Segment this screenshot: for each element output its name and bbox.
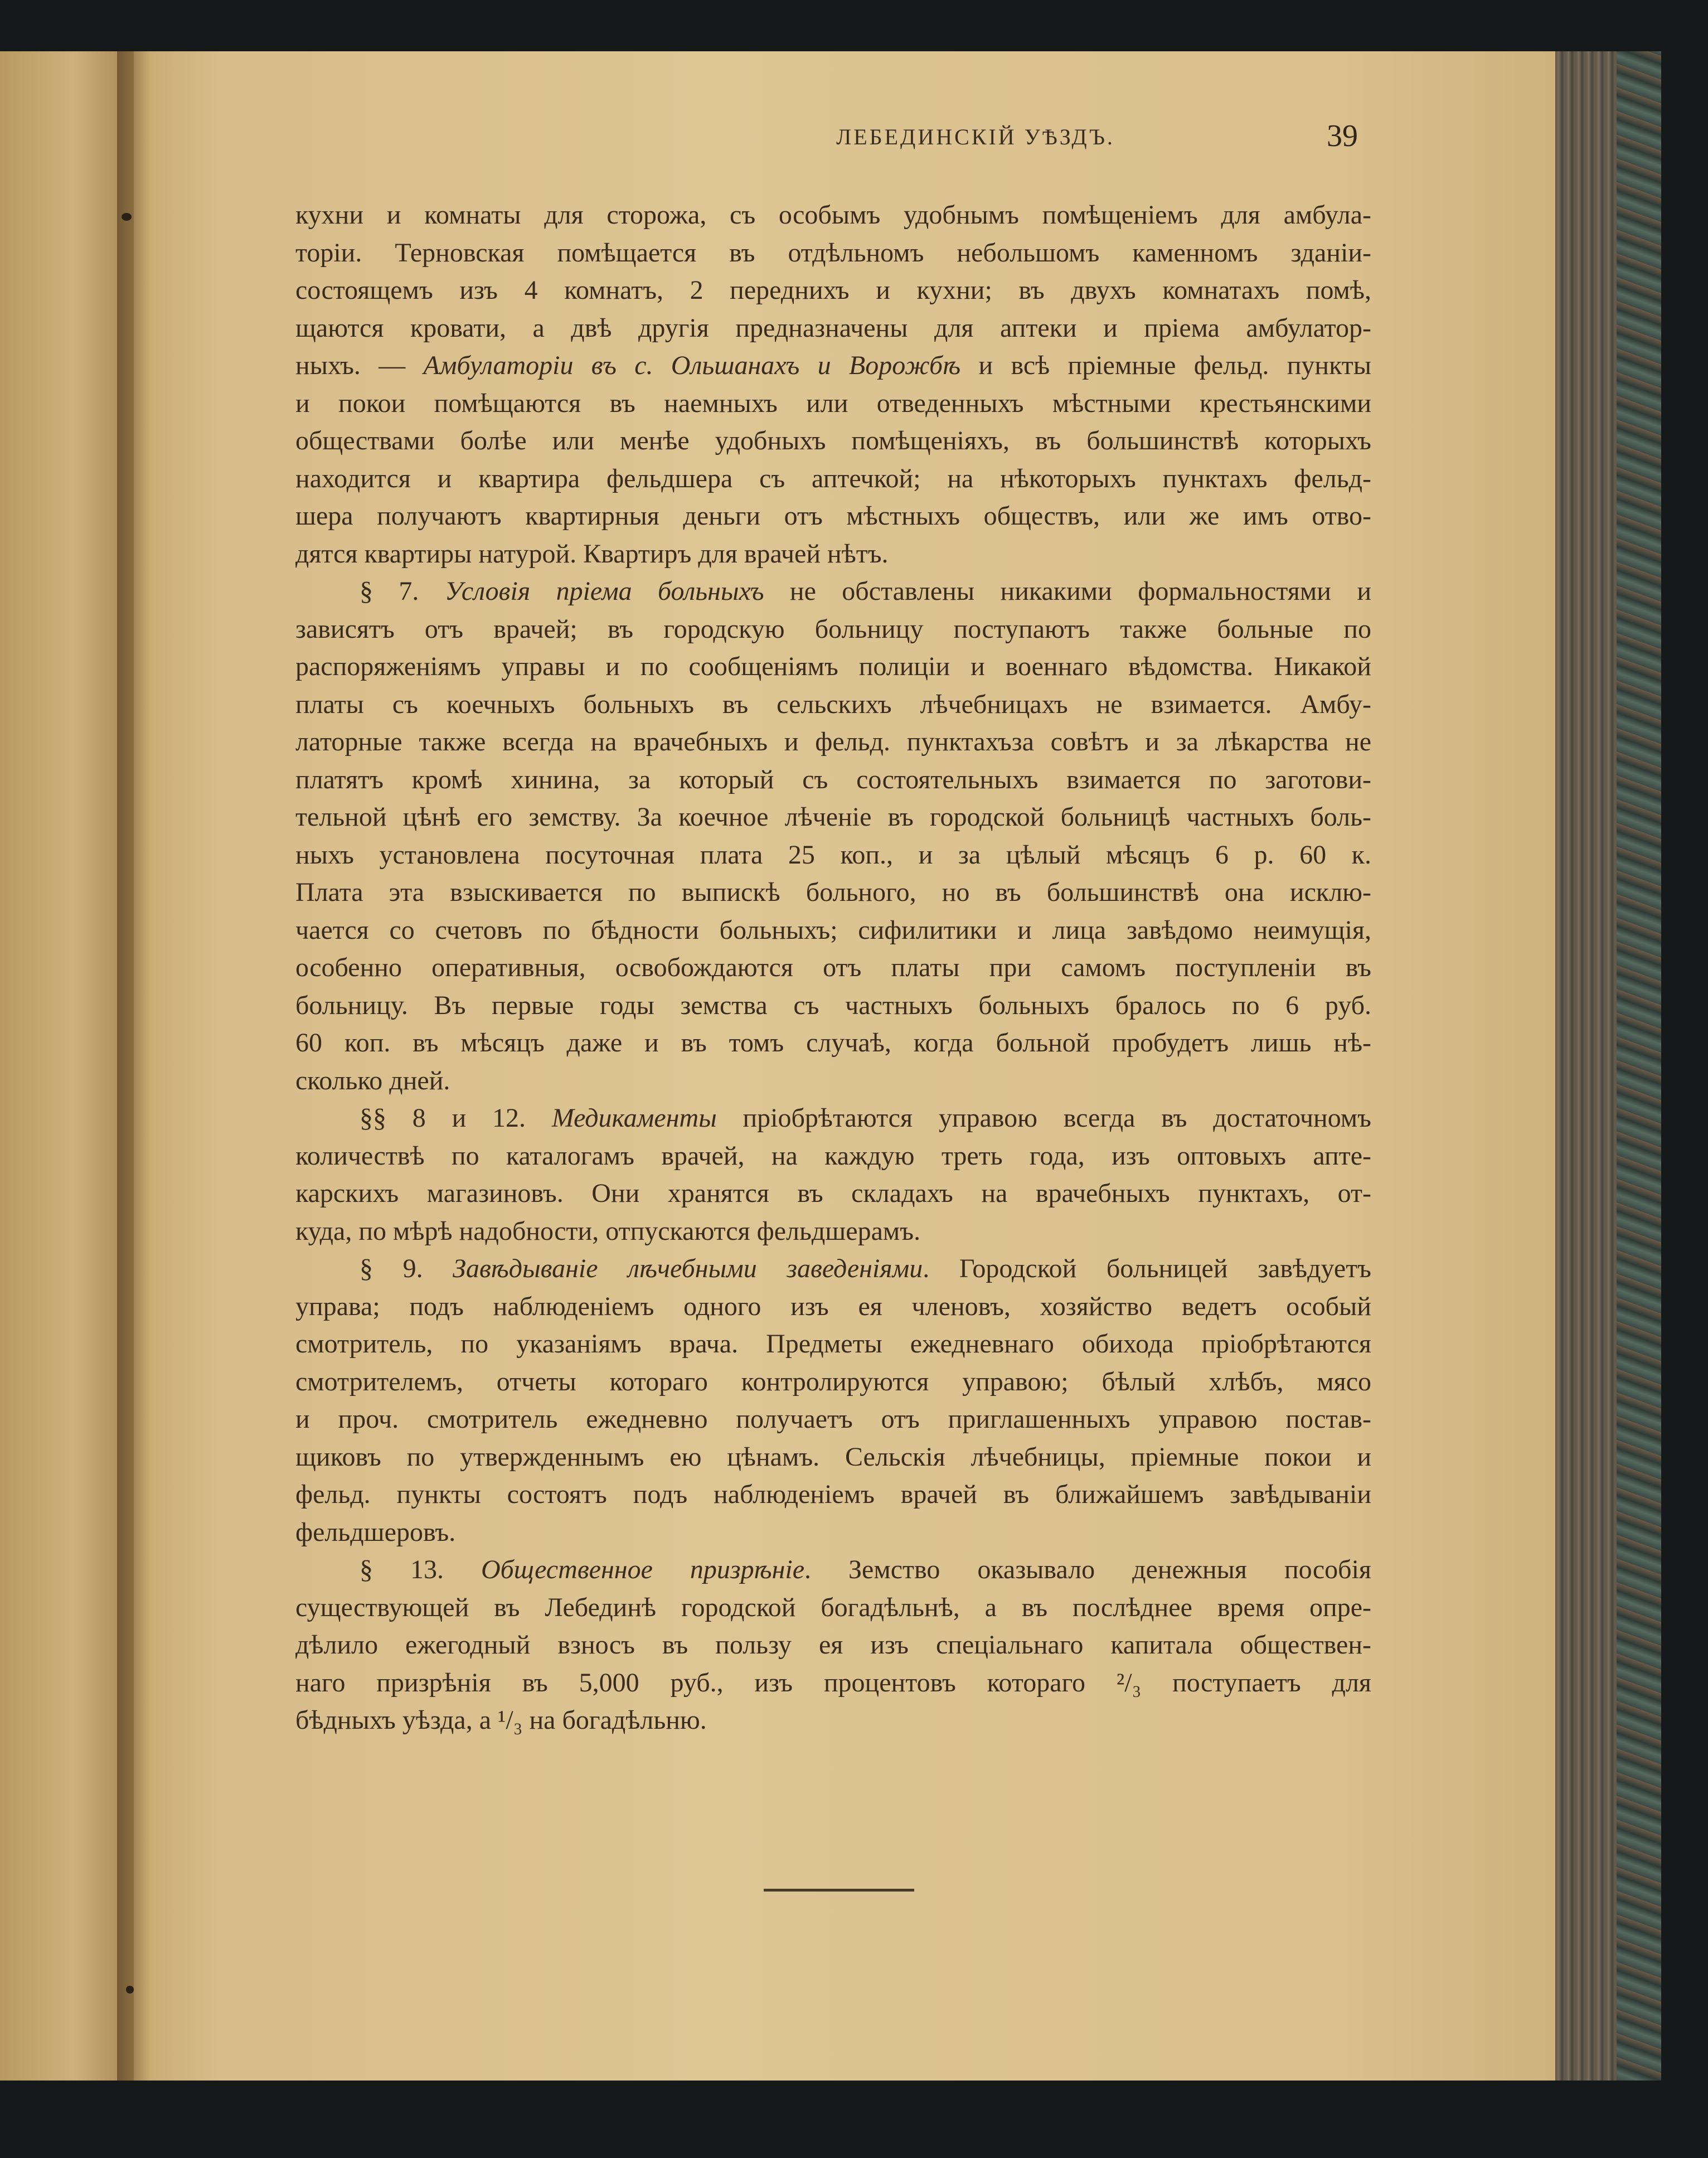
text-line [295,309,1371,347]
text-run: распоряженіямъ управы и по сообщеніямъ полиціи и военнаго вѣдомства. Никакой [295,652,1371,681]
text-run: шера получаютъ квартирныя деньги отъ мѣстныхъ обществъ, или же имъ отво- [295,501,1371,531]
body-text [295,196,1371,1739]
text-line [295,1664,1371,1702]
text-run: и покои помѣщаются въ наемныхъ или отведенныхъ мѣстными крестьянскими [295,388,1371,418]
text-line [295,422,1371,460]
text-run: латорные также всегда на врачебныхъ и фельд. пунктахъза совѣтъ и за лѣкарства не [295,727,1371,756]
italic-heading: Завѣдываніе лѣчебными заведеніями [453,1254,923,1283]
margin-spot [126,1986,134,1994]
text-line [295,1589,1371,1627]
text-line [295,271,1371,309]
text-run: Плата эта взыскивается по выпискѣ больного, но въ большинствѣ она исклю- [295,877,1371,907]
text-line [295,1062,1371,1100]
gutter-shadow [117,51,151,2081]
text-line [295,1213,1371,1250]
text-run: и проч. смотритель ежедневно получаетъ отъ приглашенныхъ управою постав- [295,1404,1371,1434]
italic-heading: Условія пріема больныхъ [444,576,764,606]
text-run: ныхъ. — [295,351,424,380]
text-line [295,1099,1371,1137]
text-run: количествѣ по каталогамъ врачей, на каждую треть года, изъ оптовыхъ апте- [295,1141,1371,1171]
text-run: 60 коп. въ мѣсяцъ даже и въ томъ случаѣ, когда больной пробудетъ лишь нѣ- [295,1028,1371,1058]
text-run: § 9. [360,1254,453,1283]
text-run: и всѣ пріемные фельд. пункты [960,351,1371,380]
book-spread [0,51,1661,2081]
text-run: тельной цѣнѣ его земству. За коечное лѣченіе въ городской больницѣ частныхъ боль- [295,802,1371,832]
text-run: обществами болѣе или менѣе удобныхъ помѣщеніяхъ, въ большинствѣ которыхъ [295,426,1371,455]
text-run: смотрителемъ, отчеты котораго контролируются управою; бѣлый хлѣбъ, мясо [295,1366,1371,1396]
text-line [295,1363,1371,1401]
text-run: не обставлены никакими формальностями и [764,576,1371,606]
text-line [295,385,1371,423]
text-line [295,761,1371,799]
text-run: фельдшеровъ. [295,1517,456,1547]
text-line [295,535,1371,573]
text-line [295,610,1371,648]
text-run: . Земство оказывало денежныя пособія [804,1555,1371,1584]
italic-heading: Амбулаторіи въ с. Ольшанахъ и Ворожбѣ [423,351,961,380]
text-line [295,460,1371,498]
closing-rule [764,1889,914,1892]
text-line [295,723,1371,761]
left-page-edge [0,51,134,2081]
text-run: больницу. Въ первые годы земства съ частныхъ больныхъ бралось по 6 руб. [295,990,1371,1020]
text-line [295,1476,1371,1514]
text-run: щаются кровати, а двѣ другія предназначены для аптеки и пріема амбулатор- [295,313,1371,343]
text-run: куда, по мѣрѣ надобности, отпускаются фельдшерамъ. [295,1216,921,1246]
text-line [295,1626,1371,1664]
margin-spot [122,213,132,221]
text-line [295,836,1371,874]
text-line [295,1514,1371,1551]
text-run: смотритель, по указаніямъ врача. Предметы ежедневнаго обихода пріобрѣтаются [295,1329,1371,1359]
text-run: § 7. [360,576,445,606]
text-run: сколько дней. [295,1065,450,1095]
text-run: находится и квартира фельдшера съ аптечкой; на нѣкоторыхъ пунктахъ фельд- [295,463,1371,493]
text-line [295,874,1371,911]
text-line [295,347,1371,385]
text-line [295,686,1371,724]
text-run: зависятъ отъ врачей; въ городскую больницу поступаютъ также больные по [295,614,1371,644]
text-line [295,497,1371,535]
text-line [295,196,1371,234]
text-line [295,1175,1371,1213]
marbled-cover-edge [1617,51,1661,2081]
text-run: чается со счетовъ по бѣдности больныхъ; сифилитики и лица завѣдомо неимущія, [295,915,1371,945]
text-run: дѣлило ежегодный взносъ въ пользу ея изъ спеціальнаго капитала обществен- [295,1630,1371,1660]
text-line [295,573,1371,610]
text-line [295,798,1371,836]
text-run: торіи. Терновская помѣщается въ отдѣльномъ небольшомъ каменномъ зданіи- [295,237,1371,268]
text-run: пріобрѣтаются управою всегда въ достаточномъ [716,1103,1371,1133]
text-run: существующей въ Лебединѣ городской богадѣльнѣ, а въ послѣднее время опре- [295,1592,1371,1622]
text-run: платы съ коечныхъ больныхъ въ сельскихъ лѣчебницахъ не взимается. Амбу- [295,689,1371,719]
text-run: управа; подъ наблюденіемъ одного изъ ея членовъ, хозяйство ведетъ особый [295,1291,1371,1321]
text-run: платятъ кромѣ хинина, за который съ состоятельныхъ взимается по заготови- [295,764,1371,794]
italic-heading: Медикаменты [551,1103,717,1133]
text-line [295,1438,1371,1476]
text-line [295,1701,1371,1739]
text-line [295,1400,1371,1438]
text-line [295,1551,1371,1589]
text-run: § 13. [360,1555,481,1584]
text-run: бѣдныхъ уѣзда, а ¹/₃ на богадѣльню. [295,1705,707,1735]
text-run: . Городской больницей завѣдуетъ [923,1254,1371,1283]
running-head: ЛЕБЕДИНСКІЙ УѢЗДЪ. [836,124,1115,149]
text-line [295,987,1371,1025]
italic-heading: Общественное призрѣніе [481,1555,805,1584]
text-line [295,648,1371,686]
text-run: особенно оперативныя, освобождаются отъ платы при самомъ поступленіи въ [295,953,1371,982]
text-run: состоящемъ изъ 4 комнатъ, 2 переднихъ и кухни; въ двухъ комнатахъ помѣ, [295,275,1371,305]
text-line [295,1024,1371,1062]
text-run: дятся квартиры натурой. Квартиръ для врачей нѣтъ. [295,539,889,569]
text-line [295,1288,1371,1326]
text-run: кухни и комнаты для сторожа, съ особымъ удобнымъ помѣщеніемъ для амбула- [295,200,1371,230]
text-run: ныхъ установлена посуточная плата 25 коп., и за цѣлый мѣсяцъ 6 р. 60 к. [295,840,1371,870]
text-run: §§ 8 и 12. [360,1103,552,1133]
text-line [295,1250,1371,1288]
page-number: 39 [1327,119,1358,153]
text-line [295,1325,1371,1363]
text-line [295,1137,1371,1175]
text-run: фельд. пункты состоятъ подъ наблюденіемъ врачей въ ближайшемъ завѣдываніи [295,1480,1371,1509]
text-run: щиковъ по утвержденнымъ ею цѣнамъ. Сельскія лѣчебницы, пріемные покои и [295,1442,1371,1472]
text-run: наго призрѣнія въ 5,000 руб., изъ процентовъ котораго ²/₃ поступаетъ для [295,1667,1371,1698]
text-line [295,234,1371,272]
text-line [295,949,1371,987]
text-line [295,911,1371,949]
text-run: карскихъ магазиновъ. Они хранятся въ складахъ на врачебныхъ пунктахъ, от- [295,1179,1371,1208]
